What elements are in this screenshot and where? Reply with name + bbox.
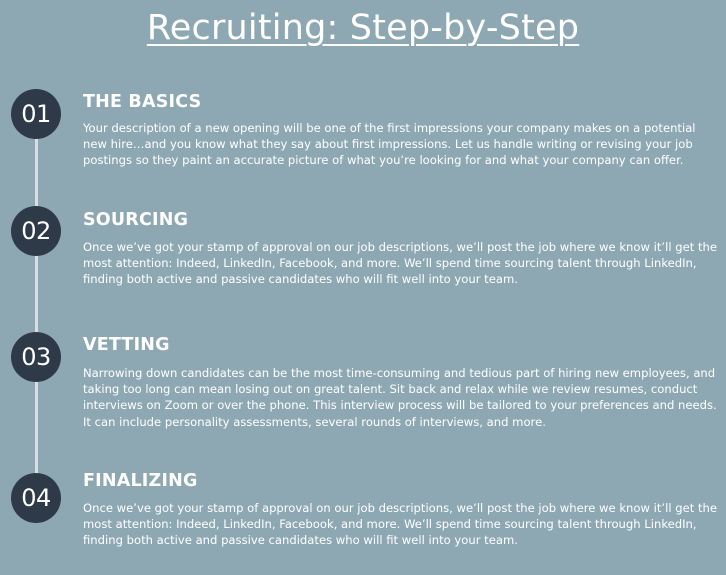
step-description: Narrowing down candidates can be the most time-consuming and tedious part of hiring new employees, and taking too long can mean losing out on great talent. Sit back and relax while we review resumes, conduct interviews on Zoom or over the phone. This interview process will be tailored to your preferences and needs. It can include personality assessments, several rounds of interviews, and more.	[83, 366, 717, 429]
step-number-badge: 04	[11, 473, 61, 523]
step-number-badge: 01	[11, 89, 61, 139]
step-heading: SOURCING	[83, 210, 189, 230]
step-number-badge: 03	[11, 332, 61, 382]
step-heading: THE BASICS	[83, 92, 202, 112]
step-heading: VETTING	[83, 335, 170, 355]
step-description: Your description of a new opening will be one of the first impressions your company makes on a potential new hire…and you know what they say about first impressions. Let us handle writing or revising your job postings so they paint an accurate picture of what you’re looking for and what your company can offer.	[83, 121, 696, 168]
step-description: Once we’ve got your stamp of approval on our job descriptions, we’ll post the job where we know it’ll get the most attention: Indeed, LinkedIn, Facebook, and more. We’ll spend time sourcing talent through LinkedIn, finding both active and passive candidates who will fit well into your team.	[83, 240, 717, 287]
step-number-badge: 02	[11, 206, 61, 256]
step-description: Once we’ve got your stamp of approval on our job descriptions, we’ll post the job where we know it’ll get the most attention: Indeed, LinkedIn, Facebook, and more. We’ll spend time sourcing talent through LinkedIn, finding both active and passive candidates who will fit well into your team.	[83, 501, 717, 548]
page-title-text: Recruiting: Step-by-Step	[146, 8, 580, 48]
step-heading: FINALIZING	[83, 471, 198, 491]
timeline-line	[35, 115, 38, 495]
page-title	[0, 6, 726, 50]
